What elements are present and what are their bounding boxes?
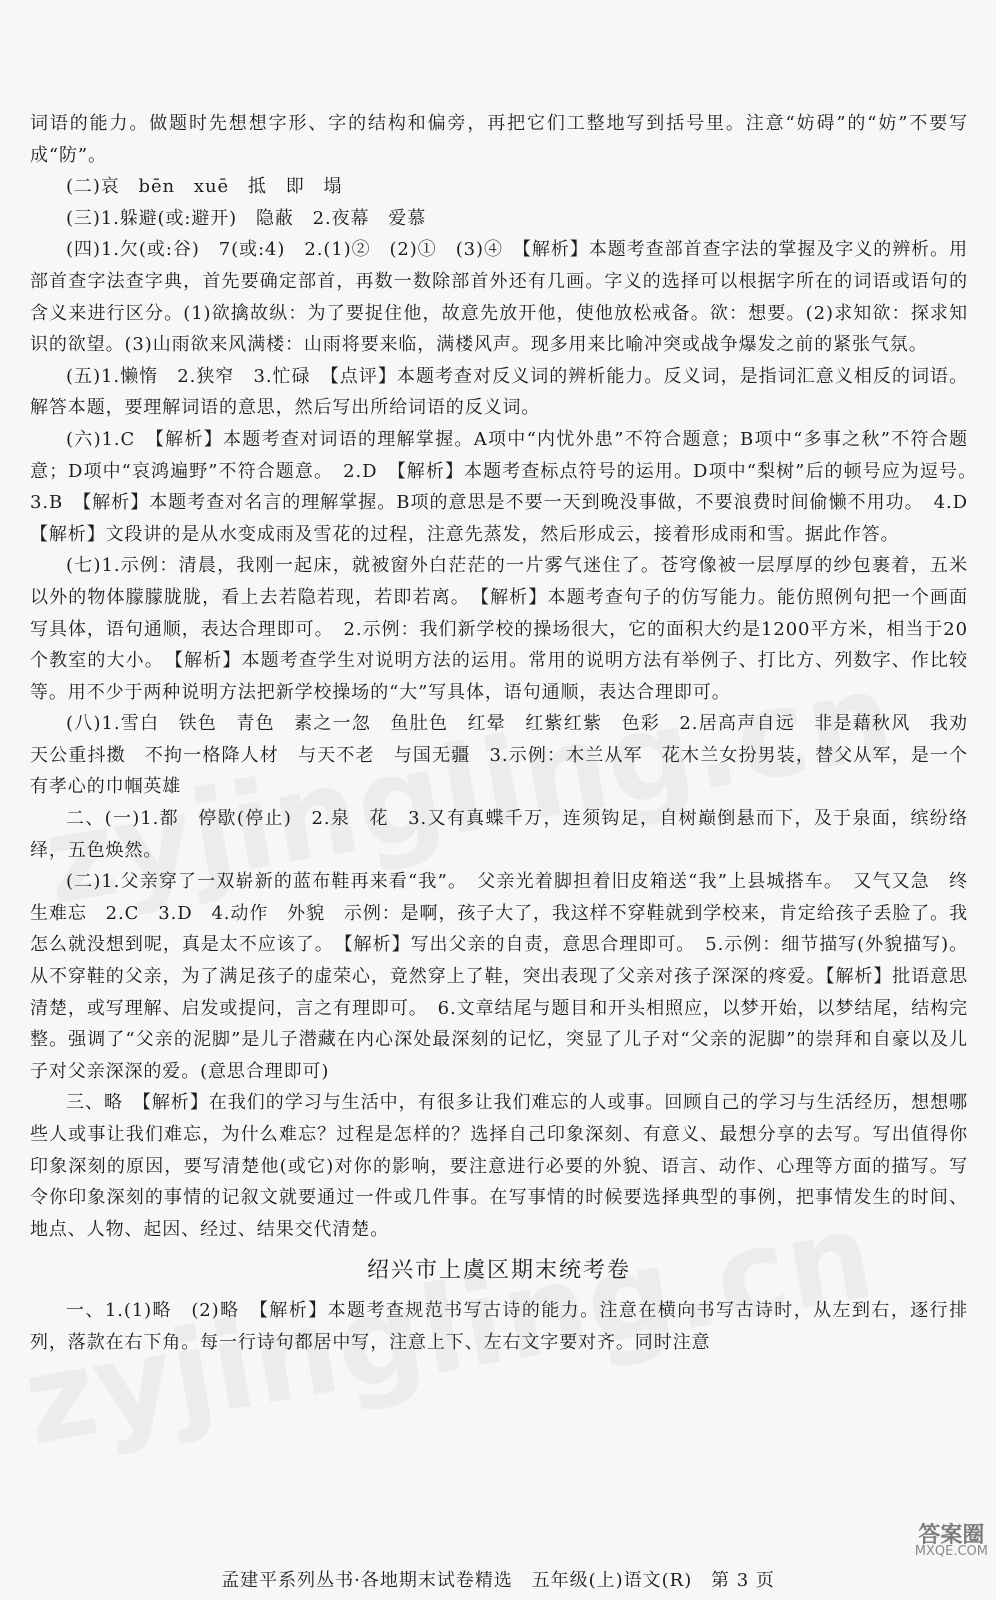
footer-page-number: 第 3 页 (710, 1570, 775, 1591)
site-logo (914, 1523, 988, 1560)
paragraph-4: (四)1.欠(或:谷) 7(或:4) 2.(1)② (2)① (3)④ 【解析】本题考查部首查字法的掌握及字义的辨析。用部首查字法查字典，首先要确定部首，再数一数除部首外还有几画。字义的选择可以根据字所在的词语或语句的含义来进行区分。(1)欲擒故纵：为了要捉住他，故意先放开他，使他放松戒备。欲：想要。(2)求知欲：探求知识的欲望。(3)山雨欲来风满楼：山雨将要来临，满楼风声。现多用来比喻冲突或战争爆发之前的紧张气氛。 (30, 239, 968, 356)
paragraph-1: 词语的能力。做题时先想想字形、字的结构和偏旁，再把它们工整地写到括号里。注意“妨碍”的“妨”不要写成“防”。 (30, 113, 968, 166)
paragraph-9: 二、(一)1.都 停歇(停止) 2.泉 花 3.又有真蝶千万，连须钩足，自树巅倒悬而下，及于泉面，缤纷络绎，五色焕然。 (30, 808, 968, 861)
paragraph-8: (八)1.雪白 铁色 青色 素之一忽 鱼肚色 红晕 红紫红紫 色彩 2.居高声自远 非是藉秋风 我劝天公重抖擞 不拘一格降人材 与天不老 与国无疆 3.示例：木兰从军 花木兰女扮男装，替父从军，是一个有孝心的巾帼英雄 (30, 713, 968, 798)
logo-title: 答案圈 (918, 1523, 985, 1548)
section-title: 绍兴市上虞区期末统考卷 (366, 1258, 631, 1284)
footer-grade: 五年级(上)语文(R) (531, 1570, 693, 1591)
footer-series: 孟建平系列丛书·各地期末试卷精选 (221, 1570, 513, 1591)
paragraph-6: (六)1.C 【解析】本题考查对词语的理解掌握。A项中“内忧外患”不符合题意；B项中“多事之秋”不符合题意；D项中“哀鸿遍野”不符合题意。 2.D 【解析】本题考查标点符号的运用。D项中“梨树”后的顿号应为逗号。 3.B 【解析】本题考查对名言的理解掌握。B项的意思是不要一天到晚没事做，不要浪费时间偷懒不用功。 4.D 【解析】文段讲的是从水变成雨及雪花的过程，注意先蒸发，然后形成云，接着形成雨和雪。据此作答。 (30, 428, 987, 545)
answer-text (30, 108, 987, 1358)
paragraph-2: (二)哀 bēn xuē 抵 即 塌 (66, 176, 343, 198)
paragraph-5: (五)1.懒惰 2.狭窄 3.忙碌 【点评】本题考查对反义词的辨析能力。反义词，是指词汇意义相反的词语。解答本题，要理解词语的意思，然后写出所给词语的反义词。 (30, 365, 968, 419)
paragraph-12: 一、1.(1)略 (2)略 【解析】本题考查规范书写古诗的能力。注意在横向书写古诗时，从左到右，逐行排列，落款在右下角。每一行诗句都居中写，注意上下、左右文字要对齐。同时注意 (30, 1299, 968, 1353)
paragraph-10: (二)1.父亲穿了一双崭新的蓝布鞋再来看“我”。 父亲光着脚担着旧皮箱送“我”上县城搭车。 又气又急 终生难忘 2.C 3.D 4.动作 外貌 示例：是啊，孩子大了，我这样不穿鞋就到学校来，肯定给孩子丢脸了。我怎么就没想到呢，真是太不应该了。 【解析】写出父亲的自责，意思合理即可。 5.示例：细节描写(外貌描写)。从不穿鞋的父亲，为了满足孩子的虚荣心，竟然穿上了鞋，突出表现了父亲对孩子深深的疼爱。【解析】批语意思清楚，或写理解、启发或提问，言之有理即可。 6.文章结尾与题目和开头相照应，以梦开始，以梦结尾，结构完整。强调了“父亲的泥脚”是儿子潜藏在内心深处最深刻的记忆，突显了儿子对“父亲的泥脚”的崇拜和自豪以及儿子对父亲深深的爱。(意思合理即可) (30, 871, 968, 1082)
logo-url: MXQE.COM (914, 1544, 988, 1559)
paragraph-3: (三)1.躲避(或:避开) 隐蔽 2.夜幕 爱慕 (66, 207, 427, 229)
paragraph-7: (七)1.示例：清晨，我刚一起床，就被窗外白茫茫的一片雾气迷住了。苍穹像被一层厚厚的纱包裹着，五米以外的物体朦朦胧胧，看上去若隐若现，若即若离。 【解析】本题考查句子的仿写能力。能仿照例句把一个画面写具体，语句通顺，表达合理即可。 2.示例：我们新学校的操场很大，它的面积大约是1200平方米，相当于20个教室的大小。 【解析】本题考查学生对说明方法的运用。常用的说明方法有举例子、打比方、列数字、作比较等。用不少于两种说明方法把新学校操场的“大”写具体，语句通顺，表达合理即可。 (30, 555, 968, 703)
paragraph-11: 三、略 【解析】在我们的学习与生活中，有很多让我们难忘的人或事。回顾自己的学习与生活经历，想想哪些人或事让我们难忘，为什么难忘？过程是怎样的？选择自己印象深刻、有意义、最想分享的去写。写出值得你印象深刻的原因，要写清楚他(或它)对你的影响，要注意进行必要的外貌、语言、动作、心理等方面的描写。写令你印象深刻的事情的记叙文就要通过一件或几件事。在写事情的时候要选择典型的事例，把事情发生的时间、地点、人物、起因、经过、结果交代清楚。 (30, 1092, 968, 1240)
page-footer (0, 1566, 996, 1592)
